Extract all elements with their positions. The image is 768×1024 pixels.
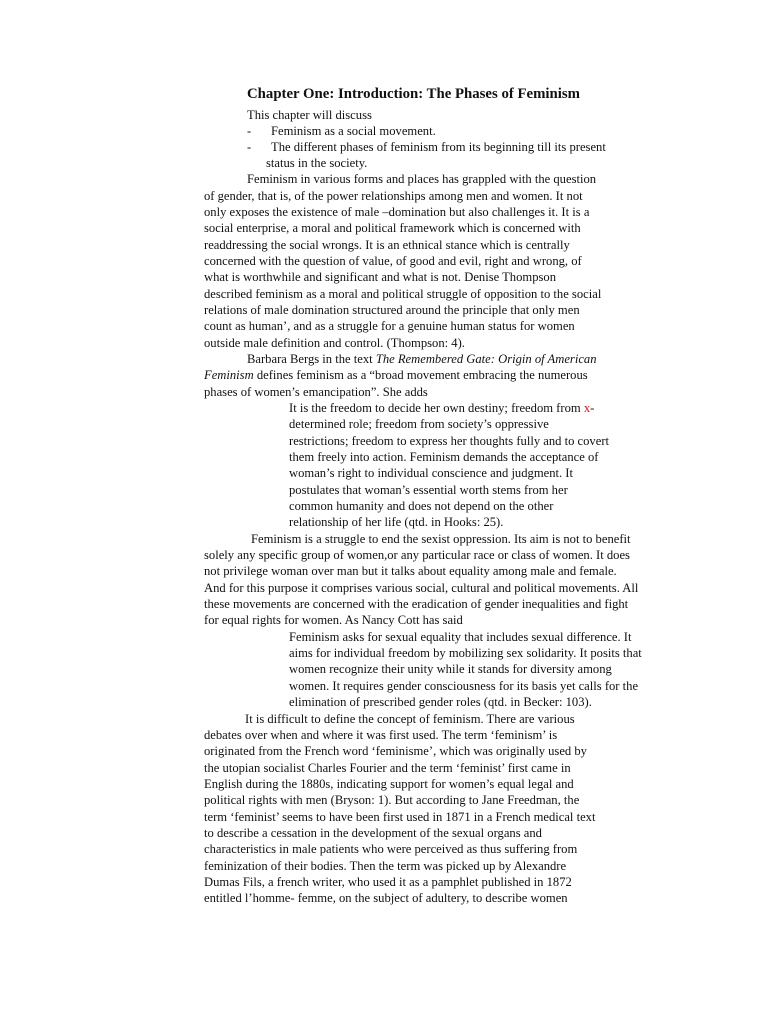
paragraph-line: relations of male domination structured around the principle that only men <box>204 303 580 317</box>
bullet-marker: - <box>247 124 252 138</box>
paragraph-line: count as human’, and as a struggle for a genuine human status for women <box>204 319 575 333</box>
paragraph-line: solely any specific group of women,or any particular race or class of women. It does <box>204 548 630 562</box>
block-quote-line: them freely into action. Feminism demands the acceptance of <box>289 450 599 464</box>
paragraph-line: only exposes the existence of male –domination but also challenges it. It is a <box>204 205 590 219</box>
block-quote-line: restrictions; freedom to express her thoughts fully and to covert <box>289 434 610 448</box>
bullet-item: The different phases of feminism from its beginning till its present <box>271 140 606 154</box>
text-span: It is the freedom to decide her own destiny; freedom from <box>289 401 584 415</box>
paragraph-line: described feminism as a moral and political struggle of opposition to the social <box>204 287 602 301</box>
block-quote-line: women. It requires gender consciousness for its basis yet calls for the <box>289 679 639 693</box>
paragraph-line: originated from the French word ‘feminisme’, which was originally used by <box>204 744 587 758</box>
paragraph-line: social enterprise, a moral and political framework which is concerned with <box>204 221 581 235</box>
paragraph-line <box>204 367 588 383</box>
block-quote-line <box>289 400 594 416</box>
paragraph-line: Dumas Fils, a french writer, who used it as a pamphlet published in 1872 <box>204 875 572 889</box>
paragraph-line: the utopian socialist Charles Fourier and the term ‘feminist’ first came in <box>204 761 571 775</box>
paragraph-line: outside male definition and control. (Thompson: 4). <box>204 336 465 350</box>
paragraph-line: English during the 1880s, indicating support for women’s equal legal and <box>204 777 574 791</box>
paragraph-line: not privilege woman over man but it talks about equality among male and female. <box>204 564 617 578</box>
book-title: Feminism <box>204 368 254 382</box>
text-span: - <box>590 401 595 415</box>
bullet-item-continuation: status in the society. <box>266 156 368 170</box>
paragraph-line: concerned with the question of value, of good and evil, right and wrong, of <box>204 254 582 268</box>
chapter-title: Chapter One: Introduction: The Phases of Feminism <box>247 86 580 102</box>
text-span: defines feminism as a “broad movement embracing the numerous <box>253 368 588 382</box>
intro-lead: This chapter will discuss <box>247 108 372 122</box>
paragraph-line: It is difficult to define the concept of feminism. There are various <box>245 712 575 726</box>
block-quote-line: determined role; freedom from society’s oppressive <box>289 417 549 431</box>
paragraph-line: And for this purpose it comprises various social, cultural and political movements. All <box>204 581 639 595</box>
block-quote-line: women recognize their unity while it stands for diversity among <box>289 662 612 676</box>
block-quote-line: postulates that woman’s essential worth stems from her <box>289 483 568 497</box>
block-quote-line: Feminism asks for sexual equality that includes sexual difference. It <box>289 630 632 644</box>
paragraph-line: characteristics in male patients who were perceived as thus suffering from <box>204 842 578 856</box>
block-quote-line: common humanity and does not depend on the other <box>289 499 554 513</box>
block-quote-line: woman’s right to individual conscience and judgment. It <box>289 466 573 480</box>
paragraph-line: entitled l’homme- femme, on the subject of adultery, to describe women <box>204 891 568 905</box>
paragraph-line: Feminism in various forms and places has grappled with the question <box>247 172 597 186</box>
paragraph-line: to describe a cessation in the development of the sexual organs and <box>204 826 542 840</box>
paragraph-line: what is worthwhile and significant and what is not. Denise Thompson <box>204 270 556 284</box>
paragraph-line: political rights with men (Bryson: 1). But according to Jane Freedman, the <box>204 793 580 807</box>
paragraph-line: term ‘feminist’ seems to have been first used in 1871 in a French medical text <box>204 810 596 824</box>
paragraph-line: readdressing the social wrongs. It is an ethnical stance which is centrally <box>204 238 570 252</box>
block-quote-line: relationship of her life (qtd. in Hooks: 25). <box>289 515 504 529</box>
block-quote-line: elimination of prescribed gender roles (qtd. in Becker: 103). <box>289 695 592 709</box>
paragraph-line: these movements are concerned with the eradication of gender inequalities and fight <box>204 597 629 611</box>
text-span: Barbara Bergs in the text <box>247 352 376 366</box>
paragraph-line: feminization of their bodies. Then the term was picked up by Alexandre <box>204 859 567 873</box>
paragraph-line: debates over when and where it was first used. The term ‘feminism’ is <box>204 728 558 742</box>
bullet-item: Feminism as a social movement. <box>271 124 436 138</box>
paragraph-line: phases of women’s emancipation”. She adds <box>204 385 428 399</box>
paragraph-line: Feminism is a struggle to end the sexist oppression. Its aim is not to benefit <box>251 532 631 546</box>
highlighted-character: x <box>583 401 591 415</box>
paragraph-line <box>247 351 597 367</box>
paragraph-line: for equal rights for women. As Nancy Cott has said <box>204 613 463 627</box>
bullet-marker: - <box>247 140 252 154</box>
book-title: The Remembered Gate: Origin of American <box>375 352 597 366</box>
block-quote-line: aims for individual freedom by mobilizing sex solidarity. It posits that <box>289 646 642 660</box>
paragraph-line: of gender, that is, of the power relationships among men and women. It not <box>204 189 583 203</box>
